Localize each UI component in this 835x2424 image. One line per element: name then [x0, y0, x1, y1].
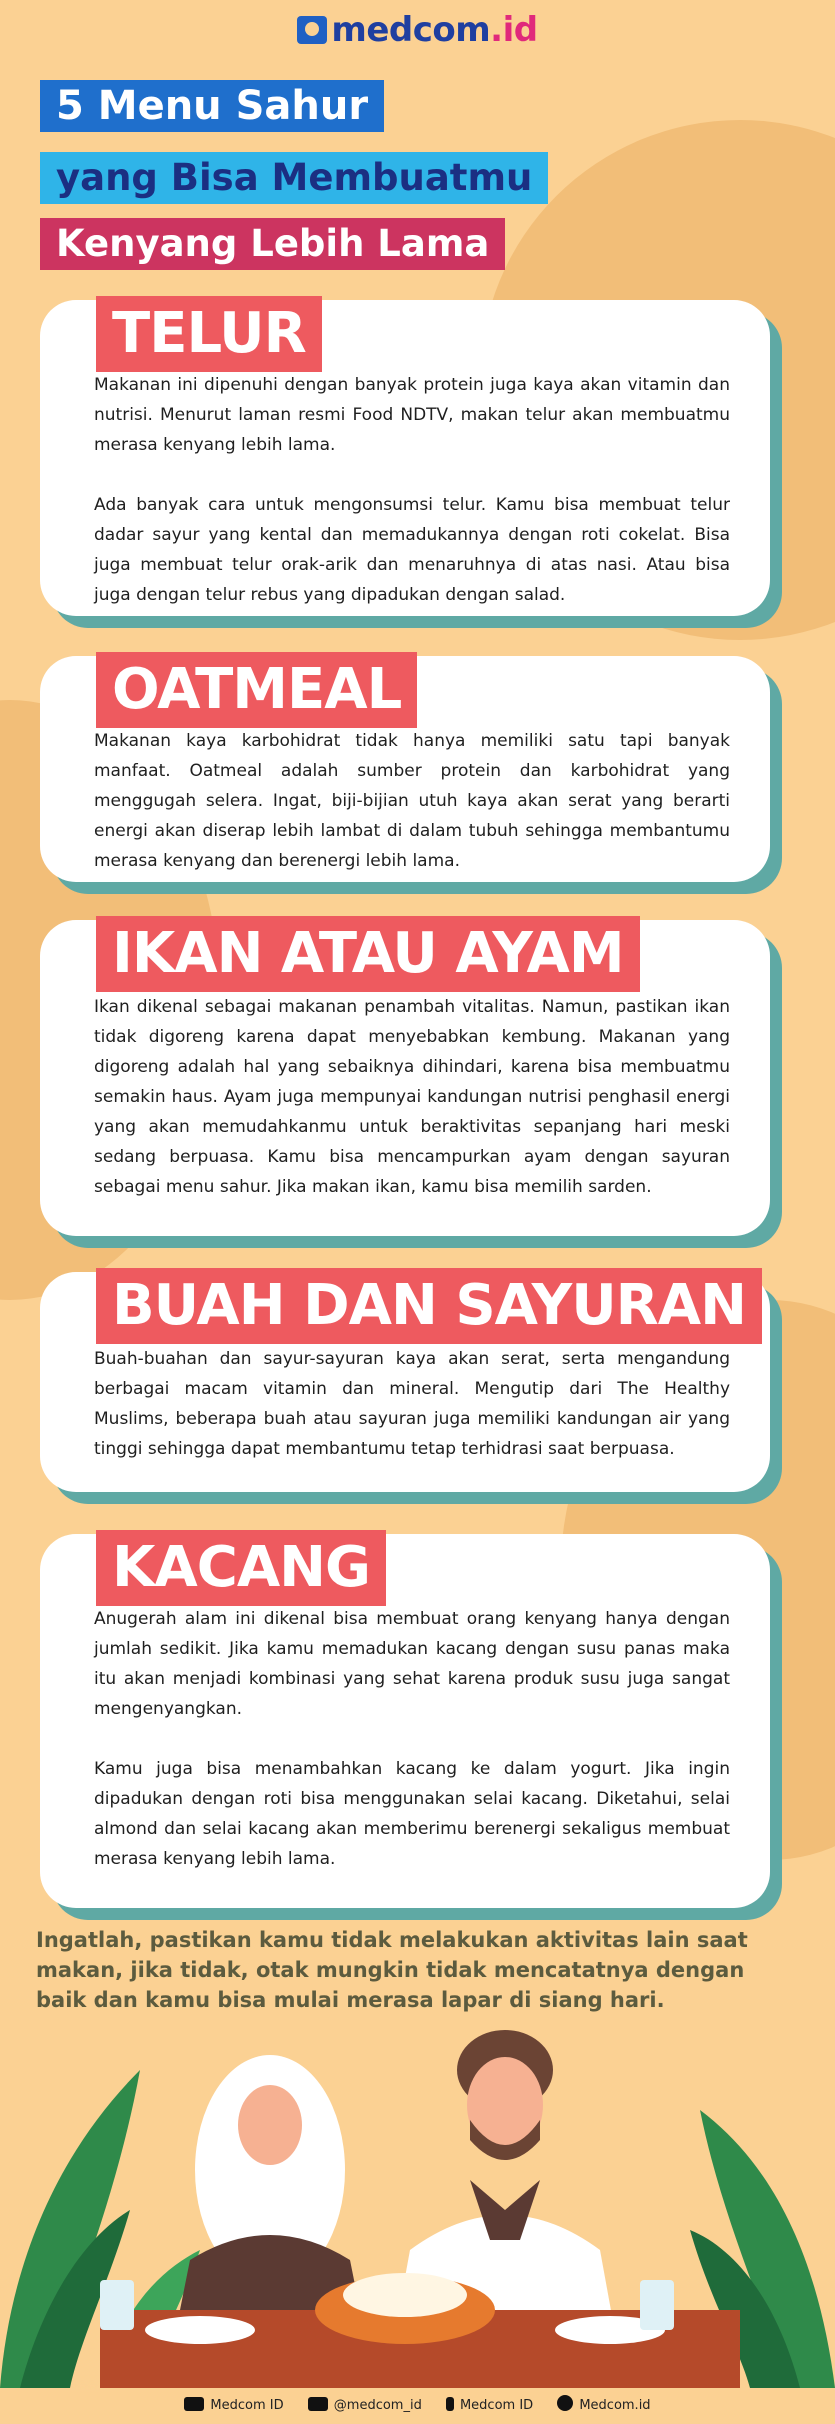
brand-tld: .id — [490, 10, 538, 50]
medcom-logo-icon — [297, 16, 327, 44]
footer-youtube-label: Medcom ID — [210, 2398, 284, 2413]
footer-x-instagram-label: @medcom_id — [333, 2398, 422, 2413]
section-card-ikan-atau-ayam — [40, 920, 770, 1236]
sahur-family-illustration — [0, 2010, 835, 2388]
brand-name: medcom — [331, 10, 491, 50]
section-heading: OATMEAL — [96, 652, 417, 728]
brand-logo — [0, 10, 835, 50]
section-paragraph: Makanan ini dipenuhi dengan banyak protein juga kaya akan vitamin dan nutrisi. Menurut laman resmi Food NDTV, makan telur akan membuatmu merasa kenyang lebih lama. — [94, 375, 730, 455]
section-heading: TELUR — [96, 296, 322, 372]
facebook-icon — [446, 2397, 454, 2411]
section-paragraph: Ikan dikenal sebagai makanan penambah vitalitas. Namun, pastikan ikan tidak digoreng karena dapat menyebabkan kembung. Makanan yang digoreng adalah hal yang sebaiknya dihindari, karena bisa membuatmu semakin haus. Ayam juga mempunyai kandungan nutrisi penghasil energi yang akan memudahkanmu untuk beraktivitas sepanjang hari meski sedang berpuasa. Kamu bisa mencampurkan ayam dengan sayuran sebagai menu sahur. Jika makan ikan, kamu bisa memilih sarden. — [94, 997, 730, 1197]
footer-web[interactable] — [557, 2388, 650, 2424]
section-body — [94, 1344, 730, 1464]
closing-note: Ingatlah, pastikan kamu tidak melakukan aktivitas lain saat makan, jika tidak, otak mungkin tidak mencatatnya dengan baik dan kamu bisa mulai merasa lapar di siang hari. — [36, 1928, 748, 2012]
water-glass — [640, 2280, 674, 2330]
title-line-2: yang Bisa Membuatmu — [40, 152, 548, 204]
section-body — [94, 1604, 730, 1874]
section-body — [94, 726, 730, 876]
footer-youtube[interactable] — [184, 2388, 283, 2424]
footer-x-instagram[interactable] — [308, 2388, 422, 2424]
section-card-buah-dan-sayuran — [40, 1272, 770, 1492]
section-card-oatmeal — [40, 656, 770, 882]
woman-face — [238, 2085, 302, 2165]
section-heading: BUAH DAN SAYURAN — [96, 1268, 762, 1344]
section-paragraph: Anugerah alam ini dikenal bisa membuat orang kenyang hanya dengan jumlah sedikit. Jika kamu memadukan kacang dengan susu panas maka itu akan menjadi kombinasi yang sehat karena produk susu juga sangat mengenyangkan. — [94, 1609, 730, 1719]
footer-facebook-label: Medcom ID — [459, 2398, 534, 2413]
globe-icon — [557, 2395, 573, 2411]
section-body — [94, 992, 730, 1202]
footer-web-label: Medcom.id — [579, 2398, 651, 2413]
plate — [145, 2316, 255, 2344]
footer-facebook[interactable] — [446, 2388, 533, 2424]
section-heading: IKAN ATAU AYAM — [96, 916, 640, 992]
title-line-3: Kenyang Lebih Lama — [40, 218, 505, 270]
section-paragraph: Makanan kaya karbohidrat tidak hanya memiliki satu tapi banyak manfaat. Oatmeal adalah sumber protein dan karbohidrat yang menggugah selera. Ingat, biji-bijian utuh kaya akan serat yang berarti energi akan diserap lebih lambat di dalam tubuh sehingga membantumu merasa kenyang dan berenergi lebih lama. — [94, 731, 730, 871]
youtube-icon — [184, 2397, 204, 2411]
section-paragraph: Kamu juga bisa menambahkan kacang ke dalam yogurt. Jika ingin dipadukan dengan roti bisa menggunakan selai kacang. Diketahui, selai almond dan selai kacang akan memberimu berenergi sekaligus membuat merasa kenyang lebih lama. — [94, 1759, 730, 1869]
section-card-telur — [40, 300, 770, 616]
section-card-kacang — [40, 1534, 770, 1908]
section-paragraph: Buah-buahan dan sayur-sayuran kaya akan serat, serta mengandung berbagai macam vitamin dan mineral. Mengutip dari The Healthy Muslims, beberapa buah atau sayuran juga memiliki kandungan air yang tinggi sehingga dapat membantumu tetap terhidrasi saat berpuasa. — [94, 1349, 730, 1459]
section-body — [94, 370, 730, 610]
rice — [343, 2273, 467, 2317]
section-paragraph: Ada banyak cara untuk mengonsumsi telur. Kamu bisa membuat telur dadar sayur yang kental dan memadukannya dengan roti cokelat. Bisa juga membuat telur orak-arik dan menaruhnya di atas nasi. Atau bisa juga dengan telur rebus yang dipadukan dengan salad. — [94, 495, 730, 605]
water-glass — [100, 2280, 134, 2330]
section-heading: KACANG — [96, 1530, 386, 1606]
title-line-1: 5 Menu Sahur — [40, 80, 384, 132]
x-instagram-icon — [308, 2397, 328, 2411]
footer-social — [0, 2388, 835, 2424]
